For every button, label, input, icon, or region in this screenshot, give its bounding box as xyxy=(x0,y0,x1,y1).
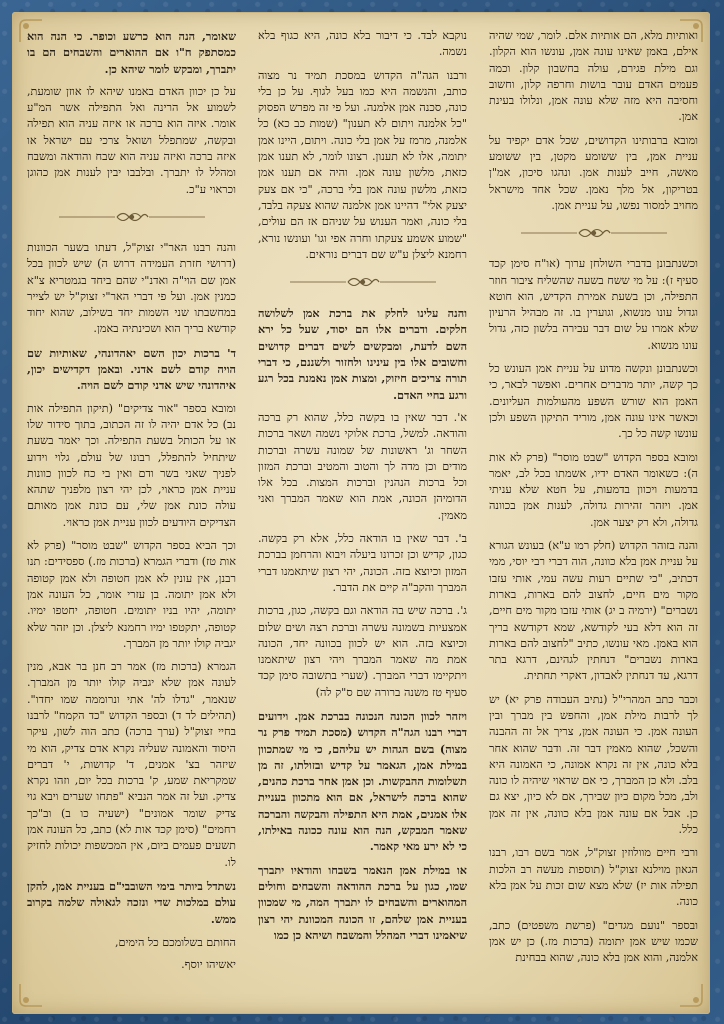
paragraph: או במילת אמן הנאמר בשבחו והודאיו יתברך שמו, כגון על ברכת ההודאה והשבחים וחולים המהוארים והשבחים לו יתברך המה, מי שמכוון בעניית אמן שלהם, זו הכונה המכוונת יהי רצון שיאמינו דברי המהלל והמשבח ושיהא כן כמו xyxy=(258,862,467,942)
paragraph: הגמרא (ברכות מז) אמר רב חנן בר אבא, מנין לעונה אמן שלא יגביה קולו יותר מן המברך. שנאמר, "גדלו לה' אתי ונרוממה שמו יחדו". (תהילים לד ד) ובספר הקדוש "כד הקמח" לרבנו בחיי זצוק"ל (ערך ברכה) כתב הוה לשון, עיקר היסוד והאמונה שעליה נקרא אדם צדיק, הוא מי שיזהר בצ' אמנים, ד' קדושות, י' דברים שמקריאת שמע, ק' ברכות בכל יום, וזהו נקרא צדיק. ועל זה אמר הנביא "פתחו שערים ויבא גוי צדיק שומר אמונים" (ישעיה כו ב) וב"כך רחמים" (סימן קכד אות לא) כתב, כל העונה אמן תשעים פעמים ביום, אין המכשפות יכולות לחזיק לו. xyxy=(27,660,236,869)
paragraph: א'. דבר שאין בו בקשה כלל, שהוא רק ברכה והודאה. למשל, ברכת אלוקי נשמה ושאר ברכות השחר וג' ראשונות של שמונה עשרה וברכות מודים וכן מדה לך והטוב והמטיב וברכת המזון וכל ברכות הנהנין וברכות המצות. בכל אלו הדומיהן הכונה, אמת הוא שאמר המברך ואני מאמין. xyxy=(258,410,467,522)
paragraph: נשתדל ביותר בימי השובבי"ם בעניית אמן, להקן עולם במלכות שדי ונזכה לגאולה שלמה בקרוב ממש. xyxy=(27,878,236,926)
paragraph: ד' ברכות יכון השם יאהדונהי, שאותיות שם הויה קודם לשם אדני. ובאמן דקדישים יכון, איהדונהי שיש אדני קודם לשם הויה. xyxy=(27,345,236,393)
paragraph: ורבנו הגה"ה הקדוש במסכת תמיד נר מצוה כותב, והנשמה היא כמו בעל לגוף. על כן בלי כונה, סכנה אמן אלמנה. ועל פי זה מפרש הפסוק "כל אלמנה ויתום לא תענון" (שמות כב כא) כל אלמנה, מרמז על אמן בלי כונה. ויתום, היינו אמן יתומה, אלו לא תענון. רצונו לומר, לא תענו אמן כזאת, מלשון עונה אמן. והיה אם תענו אמן כזאת, מלשון עונה אמן בלי ברכה, "כי אם צעק יצעק אלי" דהיינו אמן אלמנה שהוא צעקה בלבד, בלי כונה, ואמר הענוש על שניהם אז הם עולים, "שמוע אשמע צעקתו וחרה אפי וגו' ועונשו נורא, רחמנא ליצלן ע"ש שם דברים נוראים. xyxy=(258,68,467,261)
paragraph: וכשנתבונן ונקשה מדוע על עניית אמן העונש כל כך קשה, יותר מדברים אחרים. ואפשר לבאר, כי האמן הוא שורש השפע מהעולמות העליונים. וכאשר אינו עונה אמן, מוריד התיקון השפע ולכן עונשו קשה כל כך. xyxy=(489,362,698,441)
paragraph: ב'. דבר שאין בו הודאה כלל, אלא רק בקשה. כגון, קדיש וכן זכרונו ביעלה ויבוא והרחמן בברכת המזון וכיוצא בזה. הכונה, יהי רצון שיתאמנו דברי המברך והקב"ה קיים את הדבר. xyxy=(258,532,467,594)
paragraph: וכך הביא בספר הקדוש "שבט מוסר" (פרק לא אות טז) ודברי הגמרא (ברכות מז.) ספסידים: תנו רבנן, אין עונין לא אמן חטופה ולא אמן קטופה ולא אמן יתומה. בן עזרי אומר, כל העונה אמן יתומה, יהיו בניו יתומים. חטופה, יחטפו ימיו. קטופה, יתקטפו ימיו רחמנא ליצלן. וכן יזהר שלא יגביה קולו יותר מן המברך. xyxy=(27,539,236,650)
flourish-divider-icon xyxy=(288,273,438,291)
paragraph: והנה עלינו לחלק את ברכת אמן לשלושה חלקים. ודברים אלו הם יסוד, שעל כל ירא השם לדעת, ומבקשים לשים דברים קדושים וחשובים אלו בין עינינו ולחזור ולשננם, כי דברי תורה צריכים חיזוק, ומצות אמן נאמנת בכל רגע ורגע בחיי האדם. xyxy=(258,306,467,402)
ornamental-divider xyxy=(27,206,236,228)
signature-block xyxy=(27,935,236,974)
ornamental-divider xyxy=(489,222,698,244)
paragraph: ויזהר לכוון הכונה הנכונה בברכת אמן. וידועים דברי רבנו הגה"ה הקדוש (מסכת תמיד פרק נר מצוה) בשם הגהות יש עליהם, כי מי שמתכוון במילת אמן, הגאמר על קדיש ובזולתו, זה מן תשלומות ההבקשות. וכן אמן אחר ברכת כהנים, שהוא ברכה לישראל, אם הוא מתכוון בעניית אלו אמנים, אמת היא התפילה והבקשה והברכה שאמר המבקש, הנה הוא עונה ככונה באילתו, כי לא ירע מאי קאמר. xyxy=(258,708,467,854)
paragraph: ומובא בספר הקדוש "שבט מוסר" (פרק לא אות ה): כשאומר האדם ידיו, אשמתו בכל לב, יאמר בדמעות ויכוון בדמעות, על חטא שלא עניתי אמן. ויזהר זהירות גדולה, לענות אמן בכוונה גדולה, ולא רק יצער אמן. xyxy=(489,450,698,529)
paragraph: שאומר, הנה הוא כרשע וכופר. כי הנה הוא כמסתפק ח"ו אם ההוארים והשבחים הם בו יתברך, ומבקש לומר שיהא כן. xyxy=(27,29,236,76)
paragraph: ובספר "נועם מגדים" (פרשת משפטים) כתב, שכמו שיש אמן יתומה (ברכות מז.) כן יש אמן אלמנה, והוא אמן בלא כונה, שהוא בבחינת xyxy=(489,918,698,965)
flourish-divider-icon xyxy=(57,208,207,226)
paragraph: ומובא בספר "אור צדיקים" (תיקון התפילה אות נב) כל אדם יהיה לו זה הכתוב, בתוך סידור שלו או על הכותל בשעת התפילה. וכך יאמר בשעת שיתחיל להתפלל, רבונו של עולם, גלוי וידוע לפניך שאני בשר ודם ואין בי כח לכוון כוונות עניית אמן כראוי, לכן יהי רצון מלפניך שתהא עולה כונת אמן שלי, עם כונת אמן מאותם הצדיקים היודעים לכוון עניית אמן כראוי. xyxy=(27,401,236,529)
signature-line: יאשיהו יוסף. xyxy=(181,958,236,972)
paragraph: והנה רבנו האר"י זצוק"ל, דעתו בשער הכוונות (דרושי חזרת העמידה דרוש ה) שיש לכוון בכל אמן שם הוי"ה ואדנ"י שהם ביחד בגמטריא צ"א כמנין אמן. ועל פי דברי האר"י זצוק"ל יש לצייר במחשבתו שני השמות יחד בשילוב, שהוא יחוד קודשא בריך הוא ושכינתיה באמן. xyxy=(27,240,236,336)
signature-line: החותם בשלומכם כל הימים, xyxy=(114,935,236,949)
ornamental-divider xyxy=(258,271,467,293)
paragraph: וכבר כתב המהרי"ל (נתיב העבודה פרק יא) יש לך לרבות מילת אמן, והחפש בין מברך ובין העונה אמן. כי העונה אמן, צריך אל זה ההבנה והשכל, שהוא מאמין דבר זה. ודבר שהוא אחר בלא כונה, אין זה נקרא אמונה, כי האמונה היא בלב. ולא כן המברך, כי אם שראוי שיהיה לו כונה ולב, מכל מקום כיון שבירך, אם לא כיון, יצא גם כן. אבל אם עונה אמן בלא כוונה, אין זה אמן כלל. xyxy=(489,692,698,837)
text-column-middle xyxy=(258,28,467,994)
paragraph: וכשנתבונן בדברי השולחן ערוך (או"ח סימן קכד סעיף ז): על מי ששח בשעה שהשליח ציבור חוזר התפילה, וכן בשעת אמירת הקדיש, הוא חוטא וגדול עונו מנשוא, וגוערין בו. זה מבהיל הרעיון שלא אמרו על שום דבר עבירה בלשון כזה, גדול עונו מנשוא. xyxy=(489,257,698,352)
paragraph: והנה בזוהר הקדוש (חלק רמו ע"א) בעונש הגורא על עניית אמן בלא כוונה, הוה דברי רבי יוסי, ממי דכתיב, "כי שתיים רעות עשה עמי, אותי עזבו מקור מים חיים, לחצוב להם בארות, בארות נשברים" (ירמיה ב יג) אותי עזבו מקור מים חיים, זה הוא דלא בעי לקודשא, שמא דקודשא בריך הוא באמן. מאי עונשו, כתיב "לחצוב להם בארות בארות נשברים" דנחתין לגהינם, דרגא בתר דרגא, עד דנחתין לאבדון, דאקרי תחתית. xyxy=(489,539,698,683)
text-columns xyxy=(26,28,698,994)
paragraph: נוקבא לבד. כי דיבור בלא כונה, היא כגוף בלא נשמה. xyxy=(258,29,467,59)
text-column-left xyxy=(27,28,236,994)
text-column-right xyxy=(489,28,698,994)
paragraph: על כן יכוון האדם באמנו שיהא לו אוזן שומעת, לשמוע אל הרינה ואל התפילה אשר המ"ע אומר. איזה הוא ברכה או איזה עניה הוא תפילה ובקשה, שמתפלל ושואל צרכי עם ישראל או איזה ברכה ואיזה עניה הוא שבח והודאה ומשבח ומהלל לו יתברך. ובלבבו יבין לענות אמן כהוגן וכראוי ע"כ. xyxy=(27,84,236,196)
paragraph: ג'. ברכה שיש בה הודאה וגם בקשה, כגון, ברכות אמצעיות בשמונה עשרה וברכת רצה ושים שלום וכיוצא בזה. הוא יש לכוון בכוונה יחד, הכונה אמת מה שאמר המברך ויהי רצון שיתאמנו ויתקיימו דברי המברך. (שערי בתשובה סימן קכד סעיף טז משנה ברורה שם ס"ק לה) xyxy=(258,604,467,699)
paragraph: ורבי חיים מוולוזין זצוק"ל, אמר בשם רבו, רבנו הגאון מוילנא זצוק"ל (תוספות מעשה רב הלכות תפילה אות יז) שלא מצא שום זכות על אמן בלא כונה. xyxy=(489,846,698,909)
flourish-divider-icon xyxy=(519,224,669,242)
paragraph: ומובא ברבותינו הקדושים, שכל אדם יקפיד על עניית אמן, בין ששומע מקטן, בין ששומע מאשה, חייב לענות אמן. ונהגו סיכון, אמ"ן בטריקון, אל מלך נאמן. שכל אחד מישראל מחויב למסור נפשו, על עניית אמן. xyxy=(489,133,698,212)
paragraph: ואותיות מלא, הם אותיות אלם. לומר, שמי שהיה אילם, באמן שאינו עונה אמן, עונשו הוא הקלון. וגם מילת פגירם, עולה בחשבון קלון. וכמה פעמים האדם עובר בושות וחרפה קלון, וחשוב וחסיבה היא מזה שלא עונה אמן, ונלולו בעינת אמן. xyxy=(489,29,698,124)
